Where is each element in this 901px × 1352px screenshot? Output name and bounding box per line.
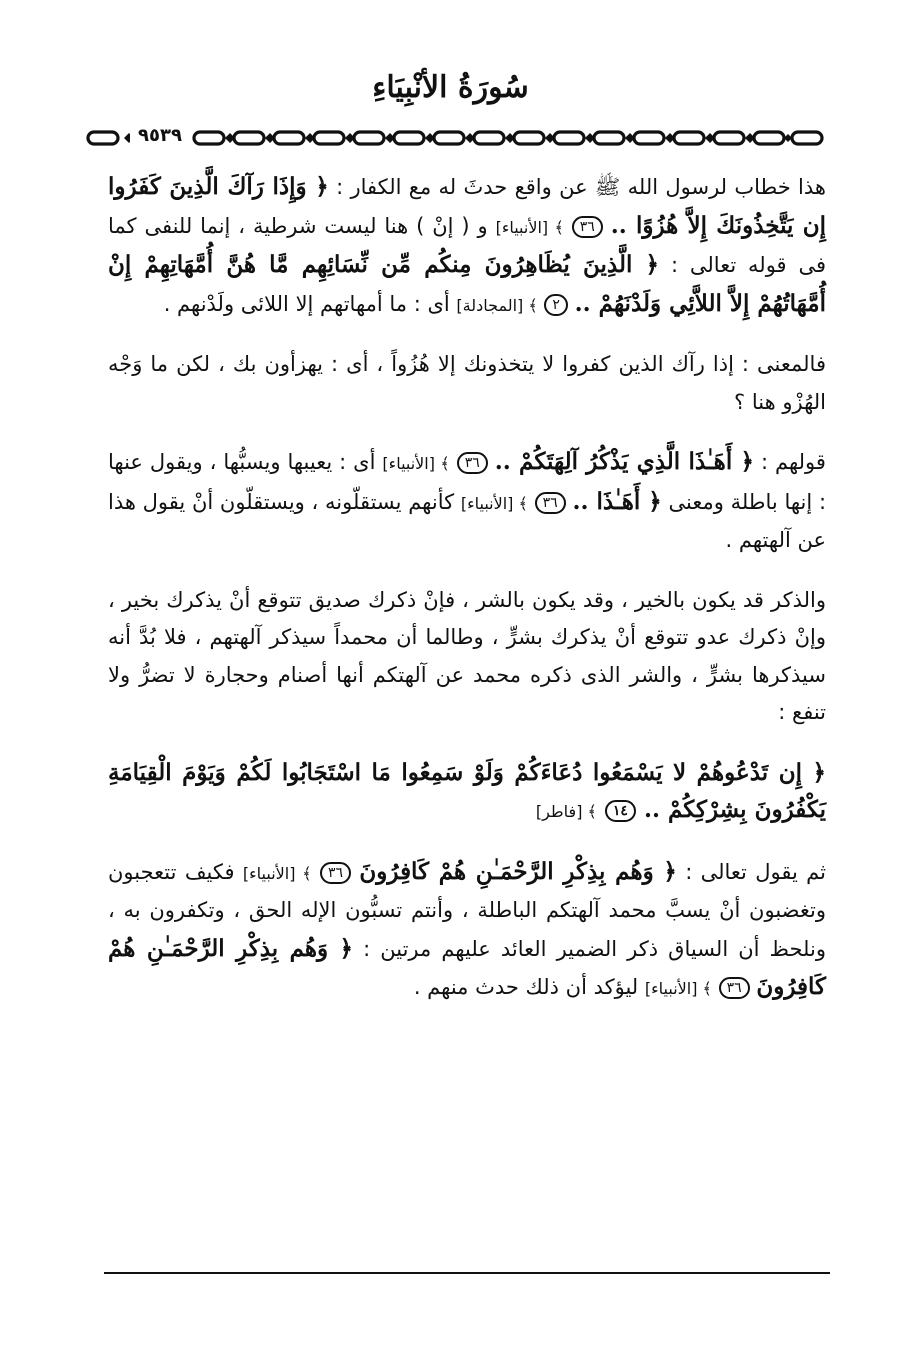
paragraph-text: والذكر قد يكون بالخير ، وقد يكون بالشر ، فإنْ ذكرك صديق تتوقع أنْ يذكرك بخير ، وإنْ ذكرك عدو تتوقع أنْ يذكرك بشرٍّ ، وطالما أن محمداً سيذكر آلهتهم ، فلا بُدَّ أنه سيذكرها بشرٍّ ، والشر الذى ذكره محمد عن آلهتكم أنها أصنام وحجارة لا تضرُّ ولا تنفع : <box>108 587 826 724</box>
ayah-number-badge: ٢ <box>544 294 568 316</box>
ayah-number-badge: ٣٦ <box>572 216 603 238</box>
paragraph-text: فالمعنى : إذا رآك الذين كفروا لا يتخذونك إلا هُزُواً ، أى : يهزأون بك ، لكن ما وَجْه الهُزْو هنا ؟ <box>108 352 826 414</box>
paragraph-4 <box>108 582 826 732</box>
surah-reference: ﴾ [فاطر] <box>535 802 597 821</box>
surah-reference: ﴾ [الأنبياء] <box>382 454 450 473</box>
quran-verse: ﴿ وَهُم بِذِكْرِ الرَّحْمَـٰنِ هُمْ كَافِرُونَ <box>108 934 826 1000</box>
paragraph-3 <box>108 443 826 560</box>
quran-verse: ﴿ وَهُم بِذِكْرِ الرَّحْمَـٰنِ هُمْ كَافِرُونَ <box>359 857 677 885</box>
surah-reference: ﴾ [الأنبياء] <box>644 979 712 998</box>
page-body <box>108 168 826 1030</box>
paragraph-text: فكيف تتعجبون وتغضبون أنْ يسبَّ محمد آلهتكم الباطلة ، وأنتم تسبُّون الإله الحق ، وتكفرون به ، ونلحظ أن السياق ذكر الضمير العائد عليهم مرتين : <box>108 859 826 961</box>
surah-reference: ﴾ [الأنبياء] <box>495 217 564 237</box>
quran-verse: ﴿ الَّذِينَ يُظَاهِرُونَ مِنكُم مِّن نِّسَائِهِم مَّا هُنَّ أُمَّهَاتِهِمْ إِنْ أُمَّهَاتُهُمْ إِلاَّ اللاَّئِي وَلَدْنَهُمْ .. <box>108 251 826 317</box>
paragraph-text: أى : ما أمهاتهم إلا اللائى ولَدْنهم . <box>163 291 450 316</box>
paragraph-2 <box>108 346 826 421</box>
ornamental-chain-divider <box>84 126 826 150</box>
surah-reference: ﴾ [الأنبياء] <box>460 493 528 513</box>
quran-verse: ﴿ أَهَـٰذَا .. <box>572 487 662 515</box>
ayah-number-badge: ٣٦ <box>719 977 750 999</box>
ayah-number-badge: ١٤ <box>605 800 636 822</box>
paragraph-text: ليؤكد أن ذلك حدث منهم . <box>413 975 639 999</box>
quran-verse: ﴿ إِن تَدْعُوهُمْ لا يَسْمَعُوا دُعَاءَكُمْ وَلَوْ سَمِعُوا مَا اسْتَجَابُوا لَكُمْ وَيَوْمَ الْقِيَامَةِ يَكْفُرُونَ بِشِرْكِكُمْ .. <box>108 758 826 823</box>
surah-reference: ﴾ [الأنبياء] <box>242 863 312 883</box>
paragraph-text: ثم يقول تعالى : <box>685 859 826 884</box>
paragraph-text: هذا خطاب لرسول الله ﷺ عن واقع حدثَ له مع الكفار : <box>336 175 826 199</box>
surah-title: سُورَةُ الأنْبِيَاءِ <box>372 70 529 105</box>
quran-block <box>108 754 826 831</box>
paragraph-6 <box>108 853 826 1008</box>
paragraph-text: كأنهم يستقلّونه ، ويستقلّون أنْ يقول هذا عن آلهتهم . <box>108 489 826 552</box>
paragraph-1 <box>108 168 826 324</box>
page-number: ٩٥٣٩ <box>130 122 190 150</box>
footer-rule <box>104 1272 830 1274</box>
paragraph-text: أى : يعيبها ويسبُّها ، ويقول عنها : إنها باطلة ومعنى <box>108 450 827 514</box>
quran-verse: ﴿ وَإِذَا رَآكَ الَّذِينَ كَفَرُوا إِن يَتَّخِذُونَكَ إِلاَّ هُزُوًا .. <box>108 173 826 239</box>
paragraph-text: و ( إنْ ) هنا ليست شرطية ، إنما للنفى كما فى قوله تعالى : <box>108 213 827 277</box>
paragraph-text: قولهم : <box>760 450 826 474</box>
surah-reference: ﴾ [المجادلة] <box>456 295 538 315</box>
ayah-number-badge: ٣٦ <box>535 492 566 514</box>
ayah-number-badge: ٣٦ <box>320 862 351 884</box>
ayah-number-badge: ٣٦ <box>457 452 488 474</box>
quran-verse: ﴿ أَهَـٰذَا الَّذِي يَذْكُرُ آلِهَتَكُمْ .. <box>494 448 754 475</box>
